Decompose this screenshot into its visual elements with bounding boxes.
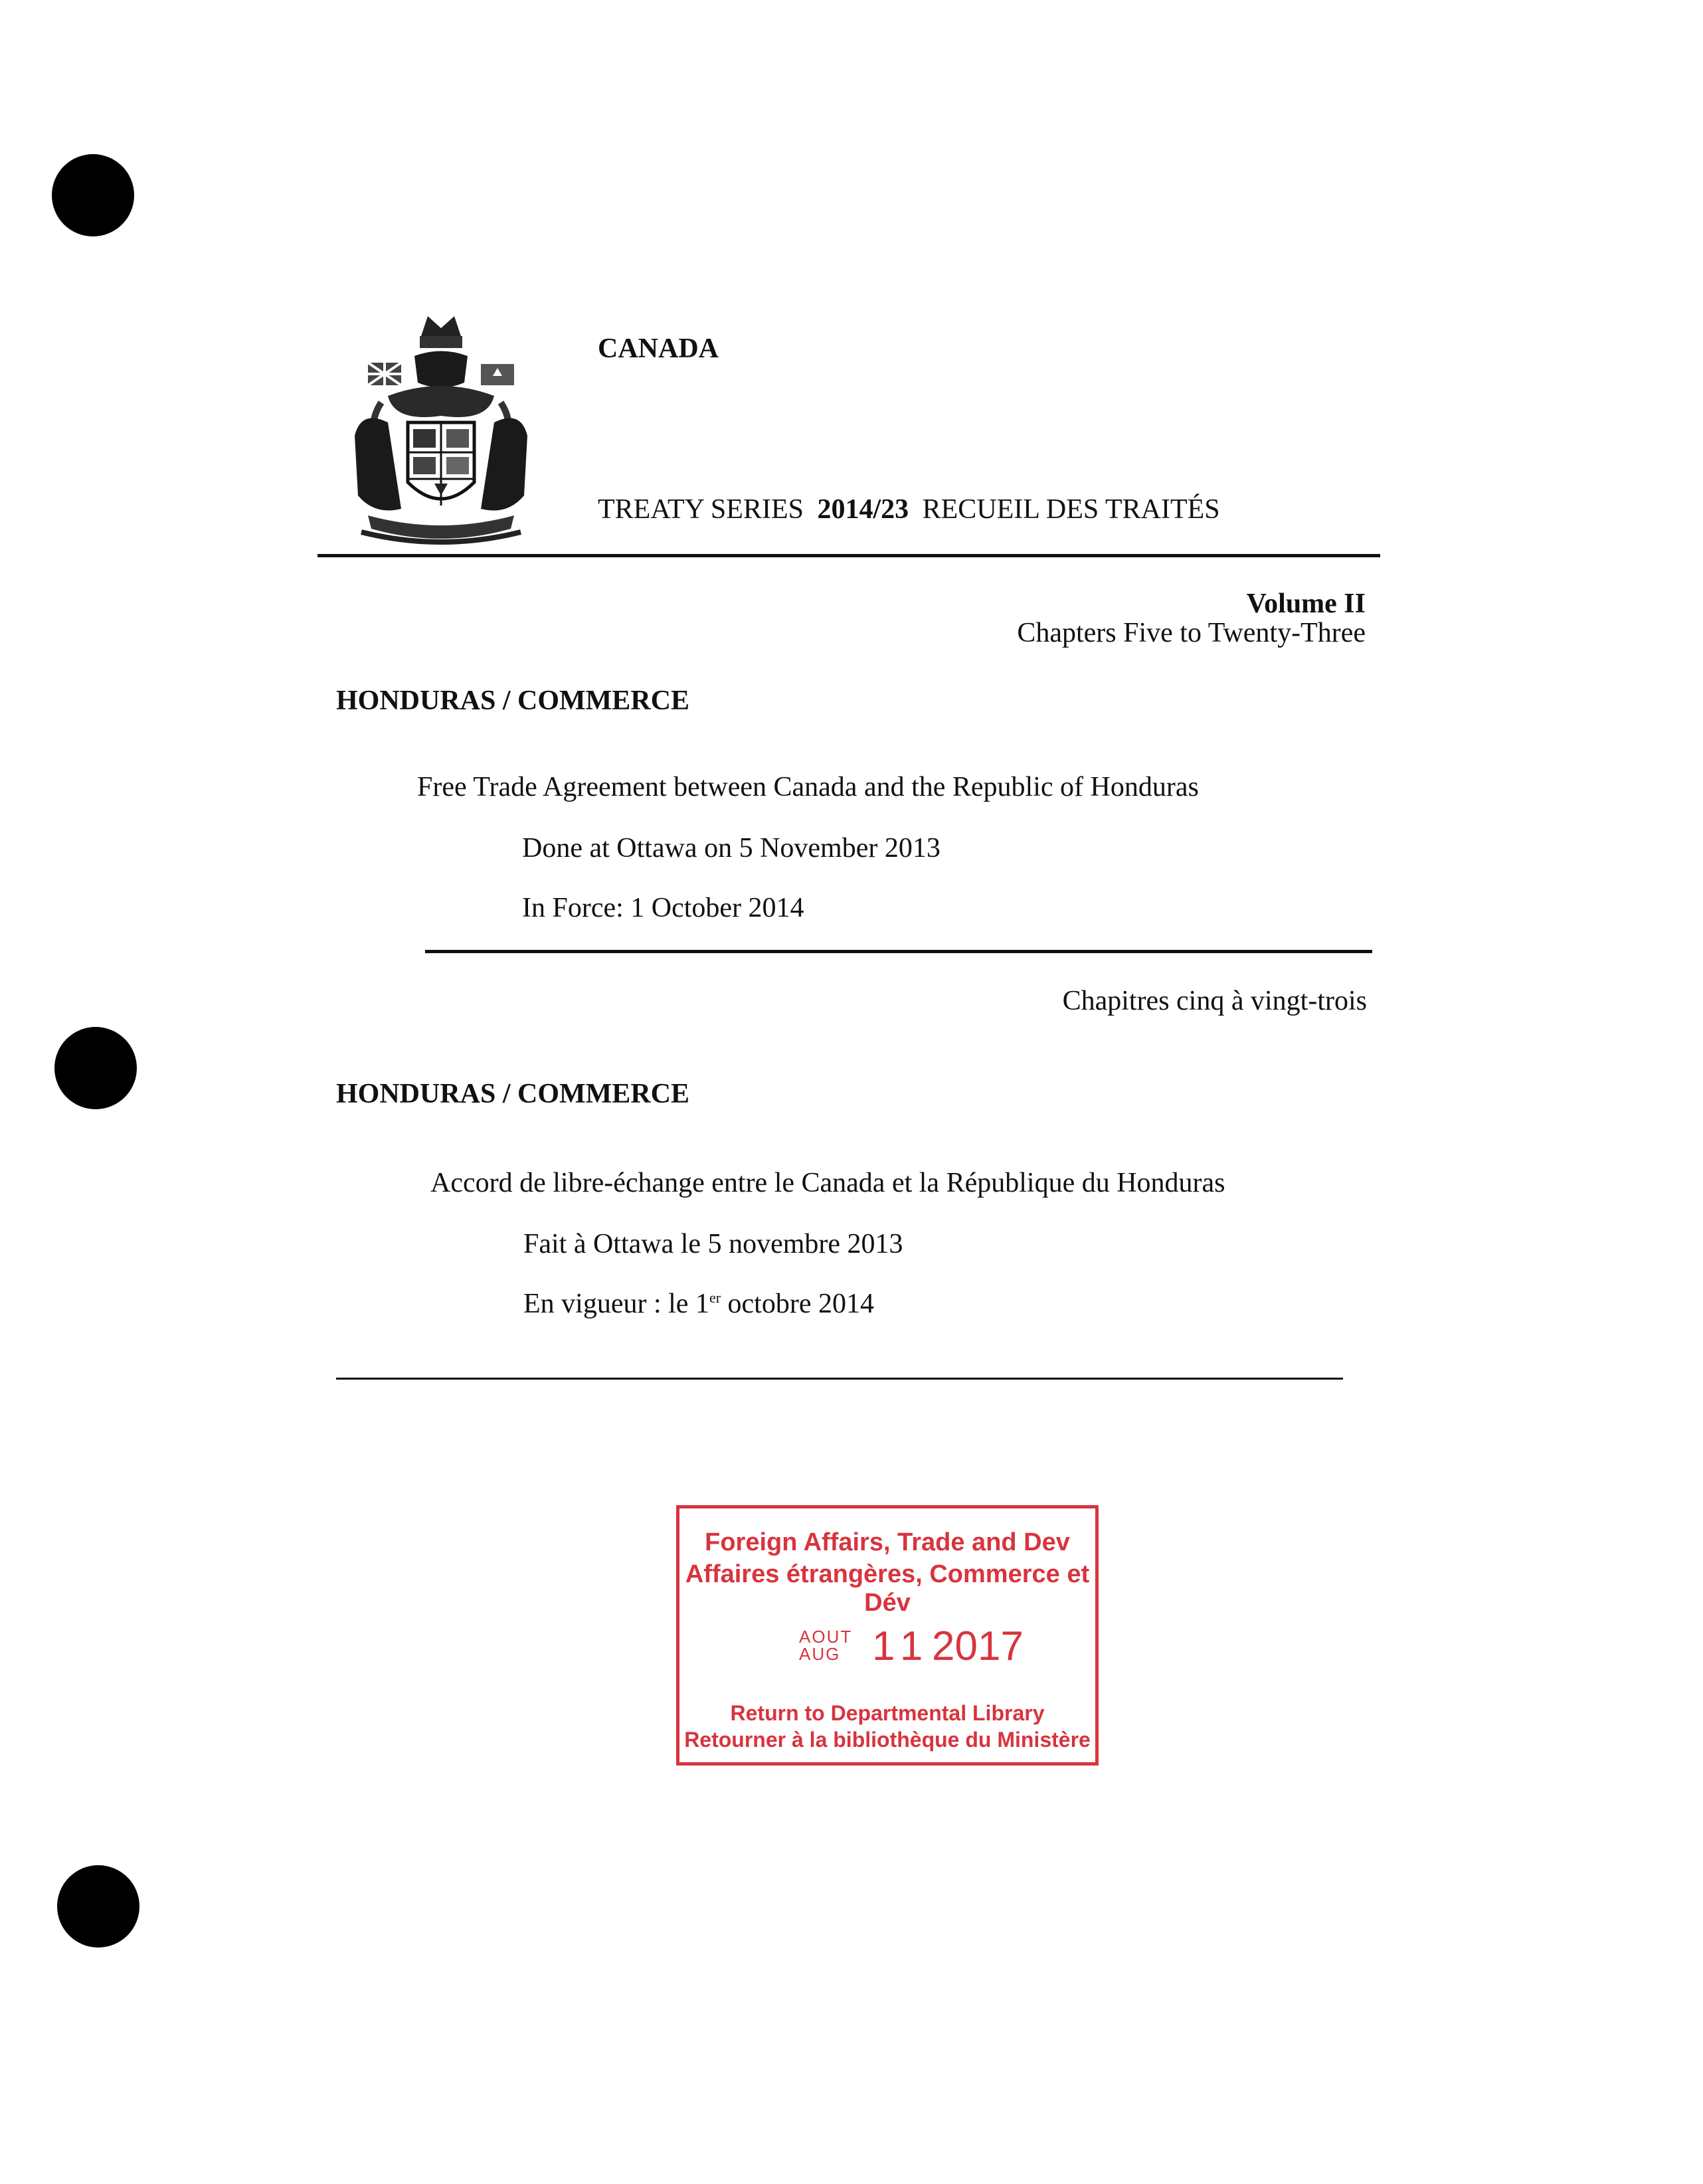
library-stamp (676, 1505, 1099, 1766)
stamp-return-english: Return to Departmental Library (730, 1701, 1045, 1725)
series-suffix: RECUEIL DES TRAITÉS (922, 494, 1220, 525)
series-number: 2014/23 (817, 494, 909, 525)
stamp-date (679, 1623, 1095, 1669)
stamp-month-fr: AOUT (799, 1627, 853, 1647)
stamp-return-french: Retourner à la bibliothèque du Ministère (684, 1728, 1091, 1752)
section-heading-french: HONDURAS / COMMERCE (336, 1079, 689, 1109)
english-rule (425, 950, 1372, 953)
in-force-french-prefix: En vigueur : le 1 (523, 1289, 709, 1319)
stamp-month (799, 1628, 852, 1663)
in-force-french-sup: er (709, 1289, 721, 1306)
binder-hole-middle (54, 1027, 137, 1109)
section-heading-english: HONDURAS / COMMERCE (336, 685, 689, 716)
in-force-french (523, 1290, 874, 1318)
coat-of-arms-icon (341, 310, 541, 549)
in-force-english: In Force: 1 October 2014 (522, 893, 804, 923)
chapters-french: Chapitres cinq à vingt-trois (1062, 986, 1367, 1016)
stamp-day: 11 (872, 1623, 931, 1669)
binder-hole-top (52, 154, 134, 236)
stamp-line-french: Affaires étrangères, Commerce et Dév (685, 1560, 1090, 1617)
header-rule (317, 554, 1380, 557)
treaty-series-line (598, 496, 1220, 523)
agreement-title-french: Accord de libre-échange entre le Canada et la République du Honduras (430, 1168, 1225, 1198)
country-title: CANADA (598, 333, 719, 364)
agreement-title-english: Free Trade Agreement between Canada and the Republic of Honduras (417, 772, 1199, 802)
chapters-english: Chapters Five to Twenty-Three (1017, 618, 1366, 648)
french-rule (336, 1378, 1343, 1380)
stamp-line-english: Foreign Affairs, Trade and Dev (705, 1528, 1070, 1556)
series-prefix: TREATY SERIES (598, 494, 804, 525)
stamp-year: 2017 (932, 1623, 1024, 1669)
stamp-month-en: AUG (799, 1644, 841, 1664)
done-at-english: Done at Ottawa on 5 November 2013 (522, 833, 941, 864)
binder-hole-bottom (57, 1865, 139, 1948)
done-at-french: Fait à Ottawa le 5 novembre 2013 (523, 1229, 903, 1259)
in-force-french-suffix: octobre 2014 (721, 1289, 874, 1319)
volume-label: Volume II (1246, 589, 1366, 619)
